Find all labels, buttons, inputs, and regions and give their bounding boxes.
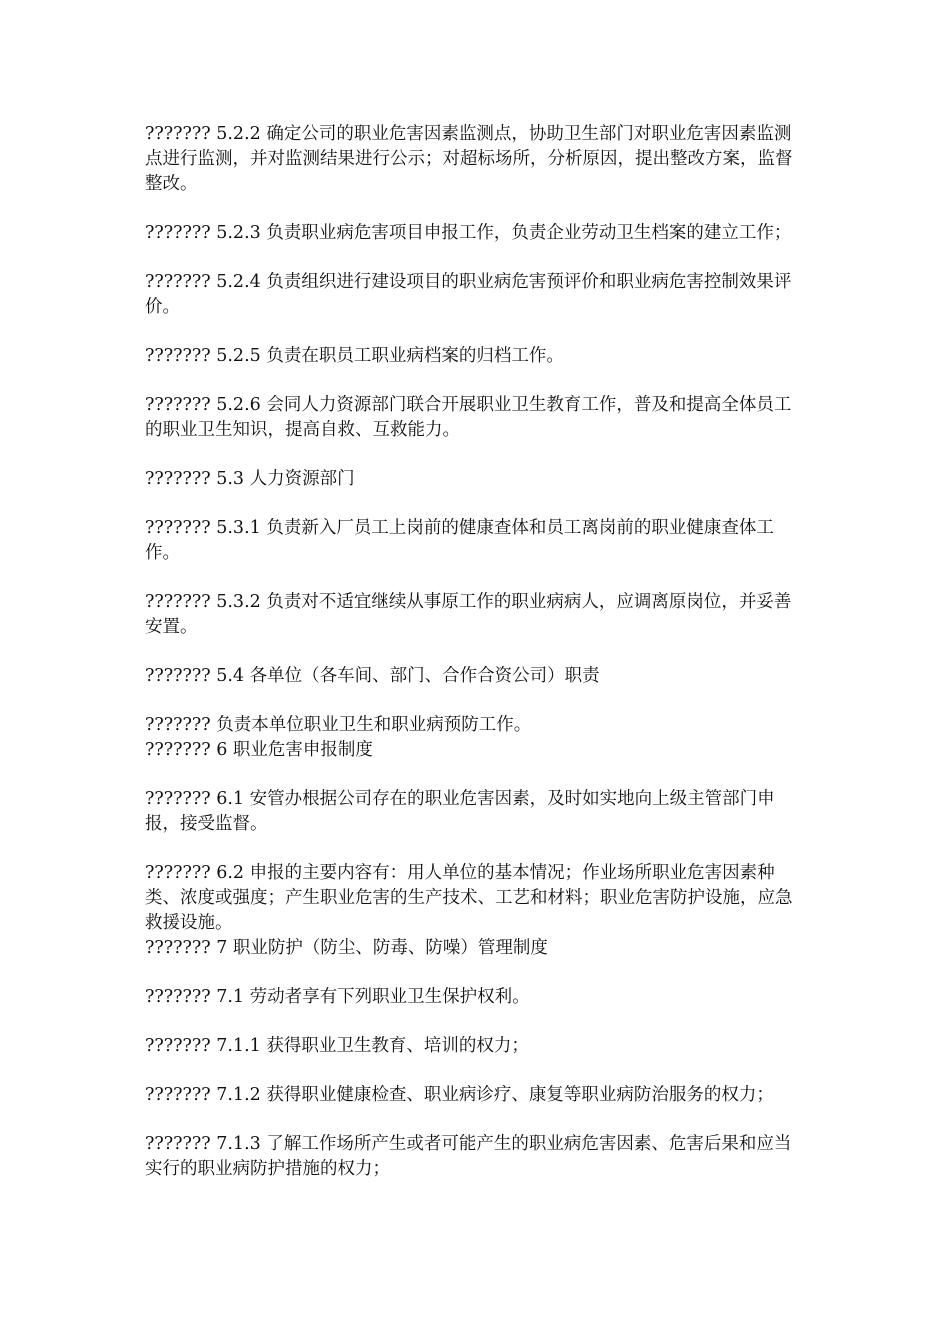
paragraph-5-3-2: ??????? 5.3.2 负责对不适宜继续从事原工作的职业病病人，应调离原岗位，并妥善安置。 xyxy=(145,592,792,637)
heading-7: ??????? 7 职业防护（防尘、防毒、防噪）管理制度 xyxy=(145,938,548,958)
heading-5-3: ??????? 5.3 人力资源部门 xyxy=(145,469,355,489)
paragraph-7-1-2: ??????? 7.1.2 获得职业健康检查、职业病诊疗、康复等职业病防治服务的权力； xyxy=(145,1085,774,1105)
paragraph-5-4-body: ??????? 负责本单位职业卫生和职业病预防工作。 xyxy=(145,715,532,735)
heading-5-4: ??????? 5.4 各单位（各车间、部门、合作合资公司）职责 xyxy=(145,666,600,686)
paragraph-7-1-3: ??????? 7.1.3 了解工作场所产生或者可能产生的职业病危害因素、危害后果和应当实行的职业病防护措施的权力； xyxy=(145,1134,792,1179)
paragraph-6-2: ??????? 6.2 申报的主要内容有：用人单位的基本情况；作业场所职业危害因素种类、浓度或强度；产生职业危害的生产技术、工艺和材料；职业危害防护设施，应急救援设施。 xyxy=(145,863,793,933)
document-body xyxy=(145,122,807,1206)
paragraph-5-2-4: ??????? 5.2.4 负责组织进行建设项目的职业病危害预评价和职业病危害控制效果评价。 xyxy=(145,272,792,317)
paragraph-5-2-5: ??????? 5.2.5 负责在职员工职业病档案的归档工作。 xyxy=(145,346,564,366)
heading-6: ??????? 6 职业危害申报制度 xyxy=(145,740,373,760)
paragraph-5-2-6: ??????? 5.2.6 会同人力资源部门联合开展职业卫生教育工作，普及和提高全体员工的职业卫生知识，提高自救、互救能力。 xyxy=(145,395,792,440)
paragraph-7-1: ??????? 7.1 劳动者享有下列职业卫生保护权利。 xyxy=(145,987,530,1007)
paragraph-5-3-1: ??????? 5.3.1 负责新入厂员工上岗前的健康查体和员工离岗前的职业健康查体工作。 xyxy=(145,518,774,563)
paragraph-5-2-2: ??????? 5.2.2 确定公司的职业危害因素监测点，协助卫生部门对职业危害因素监测点进行监测，并对监测结果进行公示；对超标场所，分析原因，提出整改方案，监督整改。 xyxy=(145,124,793,194)
paragraph-6-1: ??????? 6.1 安管办根据公司存在的职业危害因素，及时如实地向上级主管部门申报，接受监督。 xyxy=(145,789,775,834)
paragraph-5-2-3: ??????? 5.2.3 负责职业病危害项目申报工作，负责企业劳动卫生档案的建立工作； xyxy=(145,223,792,243)
paragraph-7-1-1: ??????? 7.1.1 获得职业卫生教育、培训的权力； xyxy=(145,1036,529,1056)
